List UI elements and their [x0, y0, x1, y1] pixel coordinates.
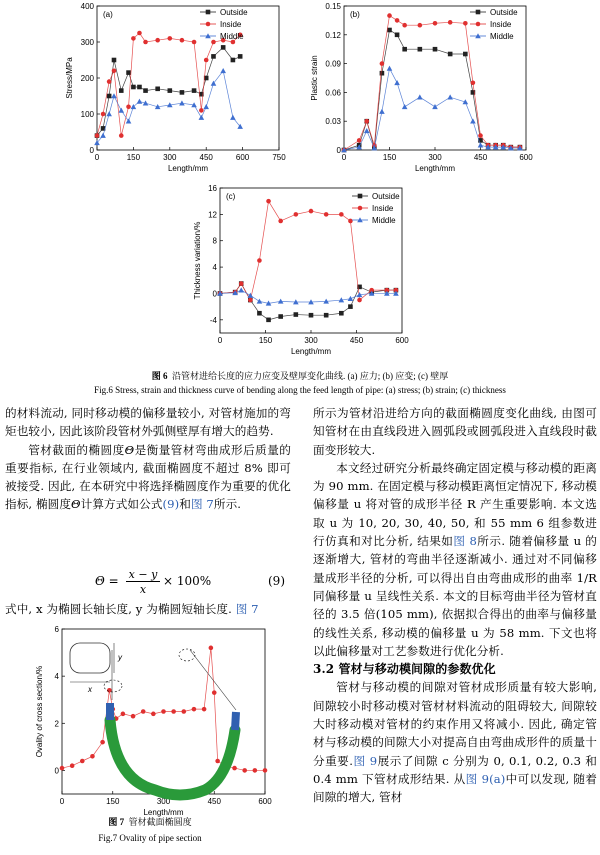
y-tick-label: 6: [54, 625, 59, 634]
x-tick-label: 450: [207, 797, 221, 806]
y-tick-label: 0: [212, 289, 217, 299]
y-axis-label: Stress/MPa: [65, 57, 74, 99]
x-tick-label: 750: [272, 153, 286, 162]
guide-line-right: [190, 650, 236, 710]
y-tick-label: 2: [54, 719, 59, 729]
y-tick-label: 200: [80, 74, 94, 83]
y-tick-label: 100: [80, 110, 94, 119]
y-axis-label: Ovality of cross section/%: [35, 665, 44, 758]
left-paragraph-1: 的材料流动, 同时移动模的偏移量较小, 对管材施加的弯矩也较小, 因此该阶段管材外弧侧壁厚有增大的趋势.: [5, 406, 291, 439]
inset-x-label: x: [88, 685, 92, 694]
highlight-circle: [179, 649, 195, 661]
data-point: [131, 714, 136, 719]
fig7-caption-cn: 图 7 管材截面椭圆度: [108, 817, 192, 827]
fig9-link[interactable]: 图 9: [353, 753, 378, 768]
inset-y-label: y: [118, 653, 122, 662]
y-axis-label: Thickness variation/%: [193, 221, 202, 300]
x-tick-label: 300: [304, 336, 318, 345]
x-tick-label: 150: [382, 153, 397, 162]
data-point: [182, 709, 187, 714]
x-tick-label: 600: [519, 153, 533, 162]
data-point: [192, 707, 197, 712]
x-tick-label: 0: [94, 153, 100, 162]
data-point: [209, 646, 214, 651]
data-point: [202, 707, 207, 712]
y-tick-label: 0: [336, 146, 341, 155]
y-tick-label: 0.06: [325, 88, 341, 98]
right-paragraph-2: 本文经过研究分析最终确定固定模与移动模的距离为 90 mm. 在固定模与移动模距离恒定情况下, 移动模偏移量 u 将对管的成形半径 R 产生重要影响. 本文选取 u 为 10, 20, 30, 40, 50, 和 55 mm 6 组参数进行仿真和对比分析, 结果如图 8所示. 随着偏移量 u 的逐渐增大, 管材的弯曲半径逐渐减小. 通过对不同偏移量成形半径的分析, 可以得出自由弯曲成形的曲率 1/R 同偏移量 u 呈线性关系. 本文的目标弯曲半径为管材直径的 3.5 倍(105 mm), 依据拟合得出的曲率与偏移量的线性关系, 移动模的偏移量 u 为 58 mm. 下文也将以此偏移量对工艺参数进行优化分析.: [313, 460, 597, 658]
data-point: [80, 759, 85, 764]
fig6-caption-cn: 图 6 沿管材进给长度的应力应变及壁厚变化曲线. (a) 应力; (b) 应变; (c) 壁厚: [151, 371, 449, 381]
data-point: [242, 768, 247, 773]
fig6-caption-num: 图 6: [151, 371, 168, 381]
pipe-section-sketch: [70, 643, 110, 673]
x-tick-label: 450: [199, 153, 213, 162]
left-paragraph-2: 管材截面的椭圆度Θ是衡量管材弯曲成形后质量的重要指标, 在行业领域内, 截面椭圆度不超过 8% 即可被接受. 因此, 在本研究中将选择椭圆度作为重要的优化指标, 椭圆度Θ计算方式如公式(9)和图 7所示.: [5, 442, 291, 512]
x-tick-label: 300: [428, 153, 442, 162]
y-tick-label: 4: [212, 263, 217, 273]
fig9a-link[interactable]: 图 9(a): [465, 771, 506, 786]
y-tick-label: 8: [212, 236, 217, 246]
right-paragraph-1: 所示为管材沿进给方向的截面椭圆度变化曲线, 由图可知管材在由直线段进入圆弧段或圆弧段进入直线段时截面变形较大.: [313, 406, 597, 457]
data-point: [161, 709, 166, 714]
panel-label: (c): [226, 192, 236, 201]
data-point: [171, 709, 176, 714]
y-tick-label: 4: [54, 672, 59, 682]
panel-label: (b): [350, 10, 360, 19]
x-tick-label: 450: [349, 336, 364, 345]
right-paragraph-3: 管材与移动模的间隙对管材成形质量有较大影响, 间隙较小时移动模对管材材料流动的阻碍较大, 间隙较大时移动模对管材的约束作用又将减小. 因此, 确定管材与移动模的间隙大小对提高自由弯曲成形件的质量十分重要.图 9展示了间隙 c 分别为 0, 0.1, 0.2, 0.3 和 0.4 mm 下管材成形结果. 从图 9(a)中可以发现, 随着间隙的增大, 管材: [313, 680, 597, 805]
data-point: [100, 740, 105, 745]
y-axis-label: Plastic strain: [310, 55, 319, 101]
data-point: [263, 768, 268, 773]
legend-label: Middle: [490, 32, 514, 41]
x-axis-label: Length/mm: [414, 164, 456, 173]
x-tick-label: 300: [156, 797, 171, 806]
pipe-end-right: [235, 712, 236, 730]
x-tick-label: 150: [258, 336, 273, 345]
y-tick-label: 0.09: [325, 59, 341, 69]
data-point: [232, 766, 237, 771]
data-point: [90, 754, 95, 759]
legend-label: Outside: [490, 8, 518, 17]
fig7-link[interactable]: 图 7: [190, 497, 214, 512]
x-tick-label: 600: [395, 336, 409, 345]
equation-number: (9): [268, 574, 285, 588]
x-tick-label: 150: [106, 797, 120, 806]
y-tick-label: 16: [208, 184, 217, 193]
fig6-caption-en: Fig.6 Stress, strain and thickness curve of bending along the feed length of pipe: (a) stress; (b) strain; (c) thickness: [94, 385, 506, 395]
data-point: [70, 763, 75, 768]
legend-label: Inside: [490, 20, 512, 29]
left-paragraph-3: 式中, x 为椭圆长轴长度, y 为椭圆短轴长度. 图 7: [5, 602, 259, 616]
x-tick-label: 0: [217, 336, 223, 345]
right-column-text: [313, 404, 597, 807]
x-tick-label: 150: [126, 153, 141, 162]
data-point: [141, 709, 146, 714]
fig7-caption-en: Fig.7 Ovality of pipe section: [98, 833, 202, 843]
panel-label: (a): [103, 10, 113, 19]
legend-label: Inside: [220, 20, 242, 29]
y-tick-label: 0.03: [325, 117, 341, 127]
highlight-circle: [104, 680, 122, 692]
equation-9: Θ = x − y x × 100% (9): [95, 568, 285, 596]
data-point: [253, 768, 258, 773]
legend-label: Outside: [220, 8, 248, 17]
x-axis-label: Length/mm: [167, 164, 209, 173]
y-tick-label: -4: [209, 315, 217, 325]
legend-label: Middle: [220, 32, 244, 41]
data-point: [121, 712, 126, 717]
y-tick-label: 0.12: [325, 30, 341, 40]
x-tick-label: 0: [59, 797, 65, 806]
data-point: [151, 712, 156, 717]
x-tick-label: 450: [473, 153, 488, 162]
data-point: [215, 759, 220, 764]
x-axis-label: Length/mm: [290, 347, 332, 356]
data-point: [212, 690, 217, 695]
legend-label: Inside: [372, 204, 394, 213]
legend-label: Outside: [372, 192, 400, 201]
y-tick-label: 0: [89, 146, 94, 155]
section-heading-3-2: 3.2 管材与移动模间隙的参数优化: [313, 662, 496, 677]
y-tick-label: 400: [80, 2, 94, 11]
y-tick-label: 12: [208, 210, 217, 220]
fig8-link[interactable]: 图 8: [453, 534, 477, 549]
equation-link[interactable]: (9): [162, 497, 180, 512]
y-tick-label: 0.15: [325, 2, 341, 11]
x-tick-label: 300: [163, 153, 177, 162]
y-tick-label: 300: [80, 38, 94, 47]
y-tick-label: 0: [54, 766, 59, 776]
legend-label: Middle: [372, 216, 396, 225]
data-point: [60, 766, 65, 771]
x-tick-label: 600: [235, 153, 250, 162]
x-tick-label: 0: [341, 153, 347, 162]
x-tick-label: 600: [258, 797, 272, 806]
x-axis-label: Length/mm: [143, 808, 184, 817]
fig7-link-2[interactable]: 图 7: [235, 602, 259, 616]
